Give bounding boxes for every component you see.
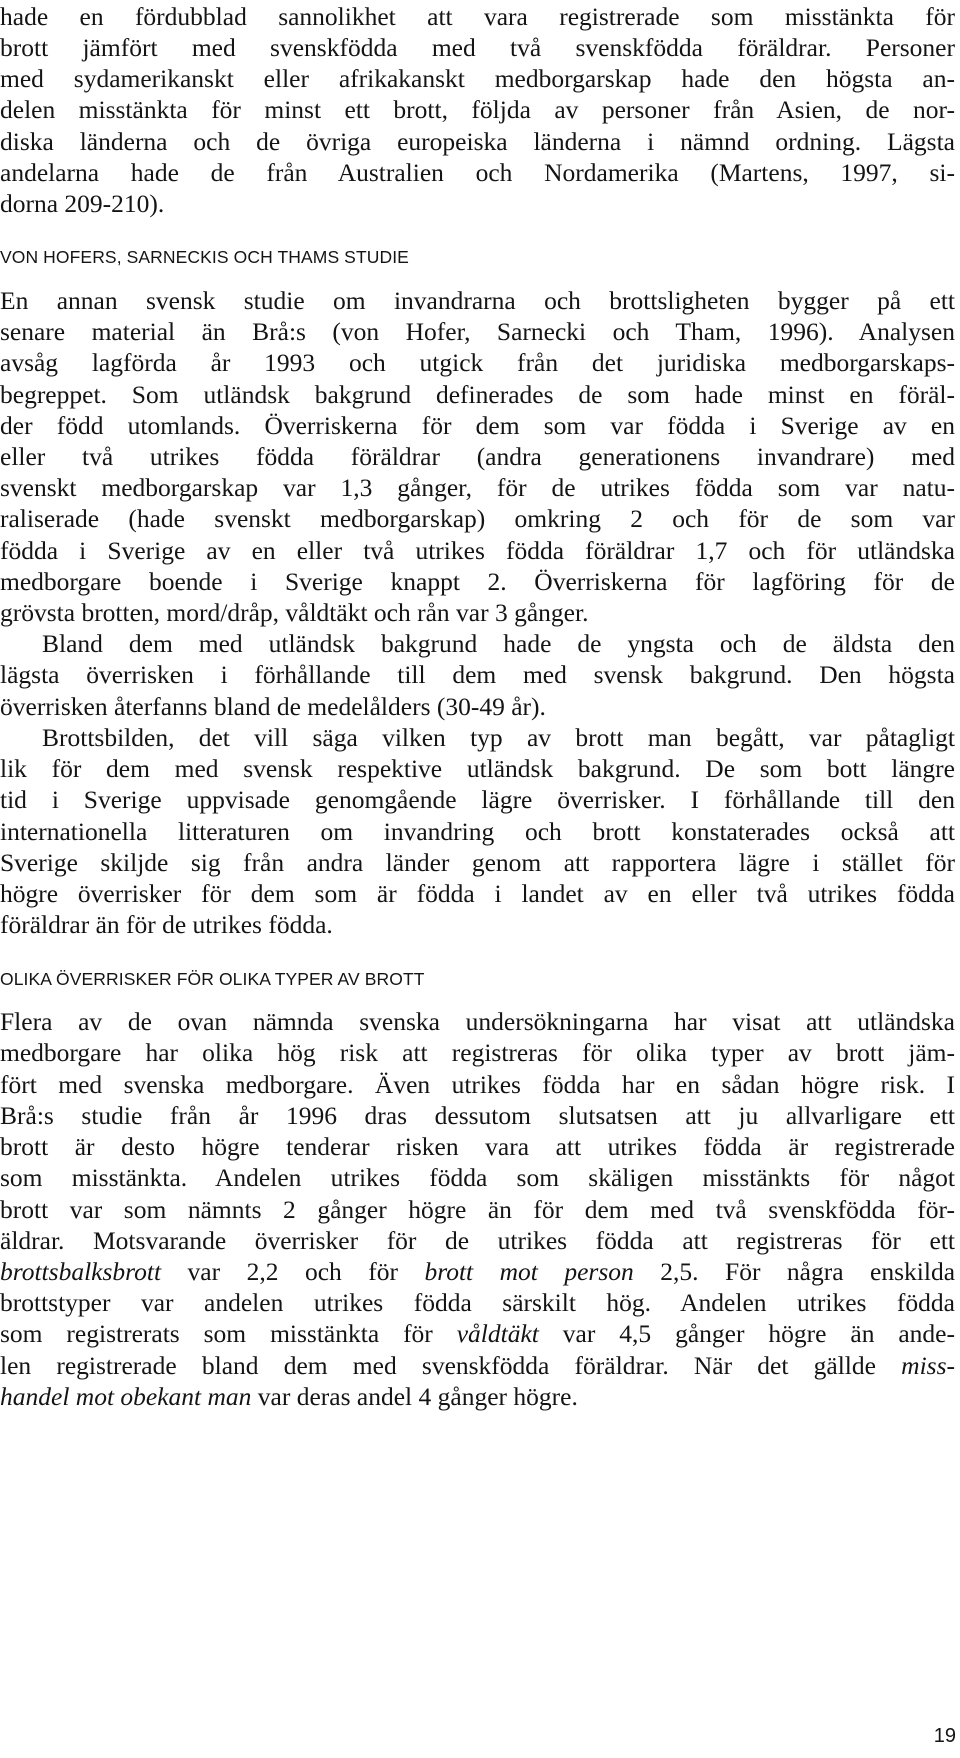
body-text-line: äldrar. Motsvarande överrisker för de utrikes födda att registreras för ett	[0, 1226, 955, 1255]
section-heading: OLIKA ÖVERRISKER FÖR OLIKA TYPER AV BROTT	[0, 969, 425, 989]
body-text-line: överrisken återfanns bland de medelålders (30-49 år).	[0, 692, 546, 721]
body-text-line: Brottsbilden, det vill säga vilken typ av brott man begått, var påtagligt	[42, 723, 955, 752]
body-text-line	[0, 1255, 955, 1289]
body-text-line: föräldrar än för de utrikes födda.	[0, 910, 333, 939]
body-text-line: brott jämfört med svenskfödda med två svenskfödda föräldrar. Personer	[0, 33, 955, 62]
body-text-line: med sydamerikanskt eller afrikakanskt medborgarskap hade den högsta an-	[0, 64, 955, 93]
text-run: len registrerade bland dem med svenskfödda föräldrar. När det gällde	[0, 1351, 902, 1380]
body-text-line	[0, 1349, 955, 1383]
text-run: var 2,2 och för	[161, 1257, 425, 1286]
body-text-line: medborgare boende i Sverige knappt 2. Överriskerna för lagföring för de	[0, 567, 955, 596]
body-text-line: grövsta brotten, mord/dråp, våldtäkt och rån var 3 gånger.	[0, 598, 589, 627]
body-text-line: hade en fördubblad sannolikhet att vara registrerade som misstänkta för	[0, 2, 955, 31]
text-run: var deras andel 4 gånger högre.	[251, 1382, 578, 1411]
body-text-line: internationella litteraturen om invandring och brott konstaterades också att	[0, 817, 955, 846]
body-text-line: En annan svensk studie om invandrarna och brottsligheten bygger på ett	[0, 286, 955, 315]
body-text-line: brottstyper var andelen utrikes födda särskilt hög. Andelen utrikes födda	[0, 1288, 955, 1317]
body-text-line: fört med svenska medborgare. Även utrikes födda har en sådan högre risk. I	[0, 1070, 955, 1099]
body-text-line: lik för dem med svensk respektive utländsk bakgrund. De som bott längre	[0, 754, 955, 783]
body-text-line: tid i Sverige uppvisade genomgående lägre överrisker. I förhållande till den	[0, 785, 955, 814]
body-text-line: Brå:s studie från år 1996 dras dessutom slutsatsen att ju allvarligare ett	[0, 1101, 955, 1130]
italic-term: brott mot person	[424, 1257, 634, 1286]
body-text-line: dorna 209-210).	[0, 189, 165, 218]
body-text-line: Flera av de ovan nämnda svenska undersökningarna har visat att utländska	[0, 1007, 955, 1036]
body-text-line: eller två utrikes födda föräldrar (andra generationens invandrare) med	[0, 442, 955, 471]
body-text-line: högre överrisker för dem som är födda i landet av en eller två utrikes födda	[0, 879, 955, 908]
body-text-line: Bland dem med utländsk bakgrund hade de yngsta och de äldsta den	[42, 629, 955, 658]
body-text-line: brott var som nämnts 2 gånger högre än för dem med två svenskfödda för-	[0, 1195, 955, 1224]
body-text-line: svenskt medborgarskap var 1,3 gånger, för de utrikes födda som var natu-	[0, 473, 955, 502]
body-text-line: som misstänkta. Andelen utrikes födda som skäligen misstänkts för något	[0, 1163, 955, 1192]
body-text-line: brott är desto högre tenderar risken vara att utrikes födda är registrerade	[0, 1132, 955, 1161]
page-number: 19	[933, 1725, 956, 1747]
body-text-line: begreppet. Som utländsk bakgrund definerades de som hade minst en föräl-	[0, 380, 955, 409]
text-run: 2,5. För några enskilda	[633, 1257, 956, 1286]
body-text-line: andelarna hade de från Australien och Nordamerika (Martens, 1997, si-	[0, 158, 955, 187]
body-text-line: medborgare har olika hög risk att registreras för olika typer av brott jäm-	[0, 1038, 955, 1067]
italic-term: handel mot obekant man	[0, 1382, 252, 1411]
body-text-line: senare material än Brå:s (von Hofer, Sarnecki och Tham, 1996). Analysen	[0, 317, 955, 346]
body-text-line: Sverige skiljde sig från andra länder genom att rapportera lägre i stället för	[0, 848, 955, 877]
italic-term: våldtäkt	[456, 1319, 539, 1348]
body-text-line	[0, 1317, 955, 1351]
body-text-line: födda i Sverige av en eller två utrikes födda föräldrar 1,7 och för utländska	[0, 536, 955, 565]
body-text-line: lägsta överrisken i förhållande till dem med svensk bakgrund. Den högsta	[0, 660, 955, 689]
text-run: som registrerats som misstänkta för	[0, 1319, 457, 1348]
body-text-line: raliserade (hade svenskt medborgarskap) omkring 2 och för de som var	[0, 504, 955, 533]
section-heading: VON HOFERS, SARNECKIS OCH THAMS STUDIE	[0, 247, 409, 267]
body-text-line: avsåg lagförda år 1993 och utgick från det juridiska medborgarskaps-	[0, 348, 955, 377]
italic-term: brottsbalksbrott	[0, 1257, 162, 1286]
text-run: var 4,5 gånger högre än ande-	[538, 1319, 955, 1348]
body-text-line: delen misstänkta för minst ett brott, följda av personer från Asien, de nor-	[0, 95, 955, 124]
italic-term: miss-	[901, 1351, 955, 1380]
body-text-line: diska länderna och de övriga europeiska länderna i nämnd ordning. Lägsta	[0, 127, 955, 156]
body-text-line: der född utomlands. Överriskerna för dem som var födda i Sverige av en	[0, 411, 955, 440]
body-text-line	[0, 1380, 955, 1414]
